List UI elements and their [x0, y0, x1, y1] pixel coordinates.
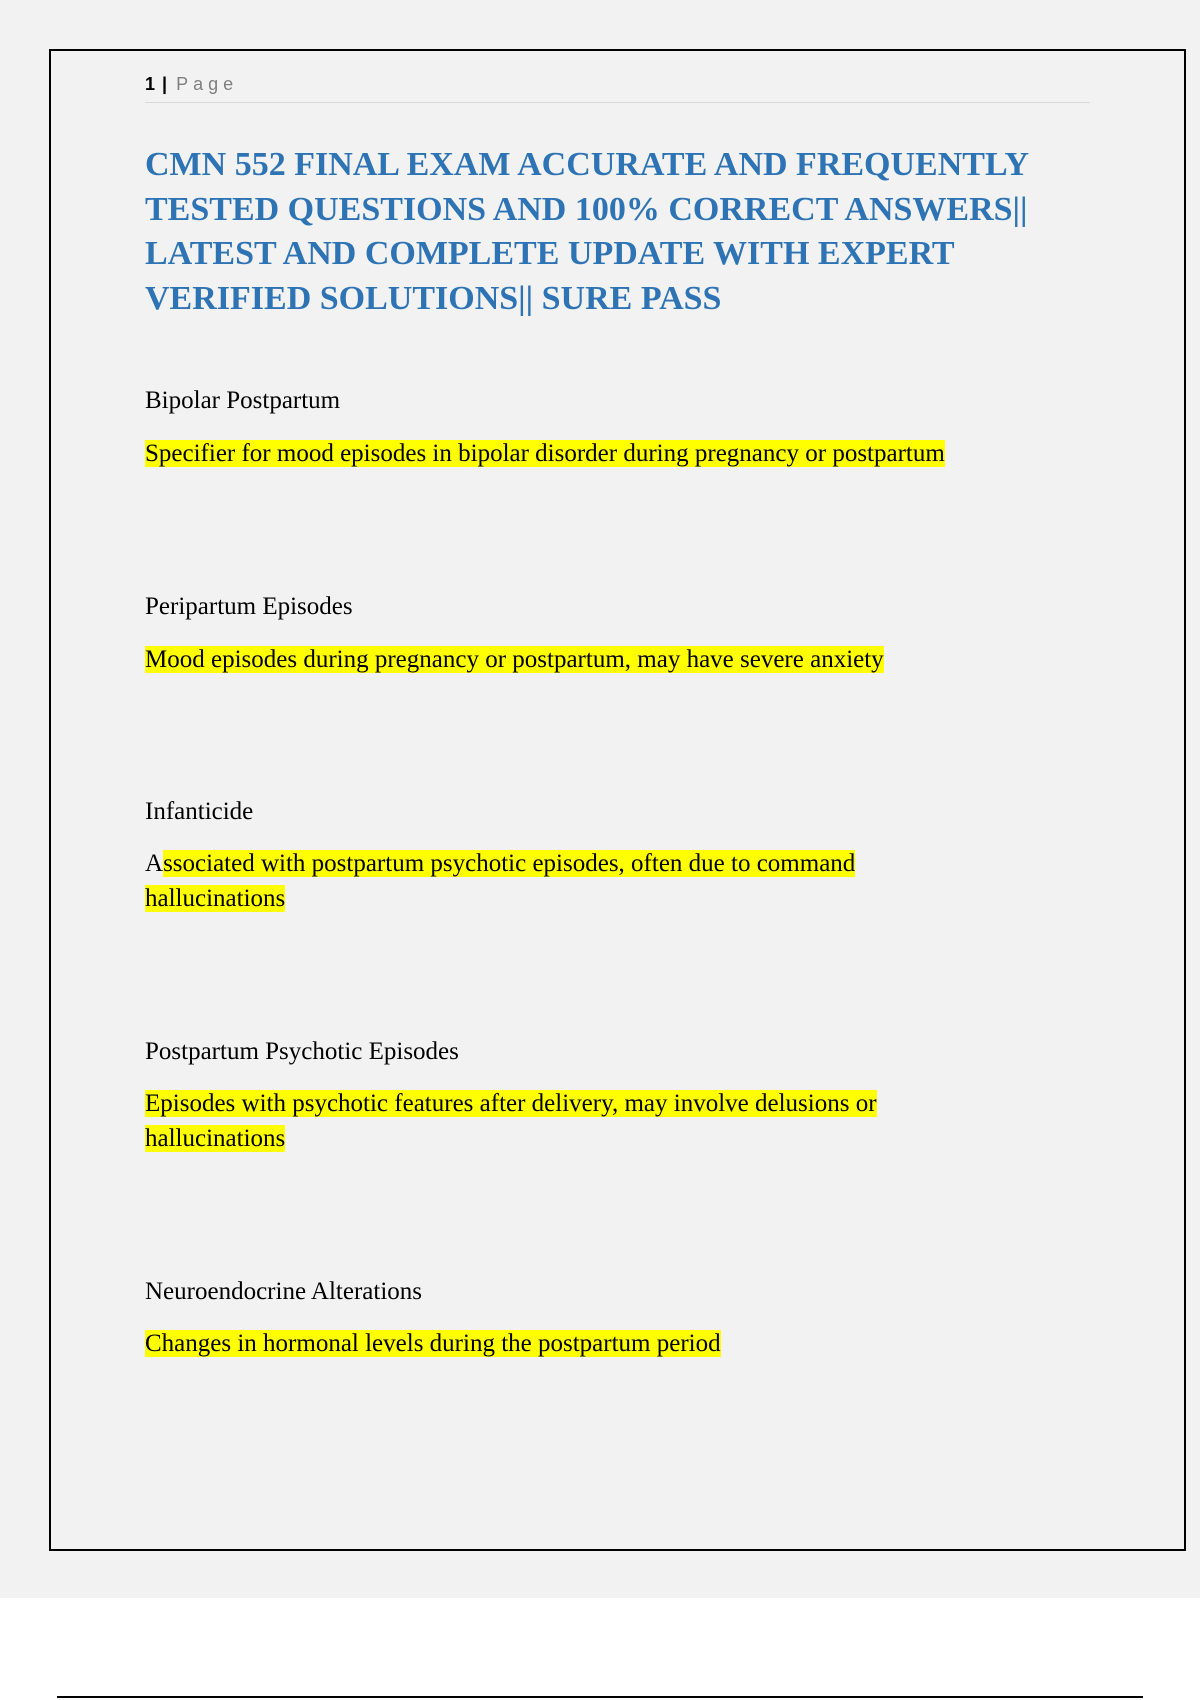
definition-plain-text: A: [145, 850, 164, 877]
page-number: 1: [145, 74, 156, 94]
next-page-border-edge: [57, 1696, 1143, 1698]
highlighted-definition: Specifier for mood episodes in bipolar disorder during pregnancy or postpartum: [145, 440, 945, 467]
highlighted-definition: Episodes with psychotic features after delivery, may involve delusions or hallucinations: [145, 1090, 877, 1152]
term-infanticide: Infanticide: [145, 798, 254, 825]
page-label: Page: [176, 74, 239, 94]
definition-peripartum-episodes: [145, 642, 884, 677]
highlighted-definition: Changes in hormonal levels during the postpartum period: [145, 1330, 721, 1357]
header-separator: |: [162, 74, 168, 94]
term-peripartum-episodes: Peripartum Episodes: [145, 593, 353, 620]
definition-postpartum-psychotic-episodes: [145, 1086, 985, 1156]
page-header: [145, 72, 1090, 103]
definition-neuroendocrine-alterations: [145, 1326, 721, 1361]
document-title: CMN 552 FINAL EXAM ACCURATE AND FREQUENTLY TESTED QUESTIONS AND 100% CORRECT ANSWERS|| LATEST AND COMPLETE UPDATE WITH EXPERT VERIFIED SOLUTIONS|| SURE PASS: [145, 146, 1028, 317]
highlighted-definition: Mood episodes during pregnancy or postpartum, may have severe anxiety: [145, 646, 884, 673]
term-postpartum-psychotic-episodes: Postpartum Psychotic Episodes: [145, 1038, 459, 1065]
term-neuroendocrine-alterations: Neuroendocrine Alterations: [145, 1278, 422, 1305]
term-bipolar-postpartum: Bipolar Postpartum: [145, 387, 341, 414]
definition-bipolar-postpartum: [145, 436, 945, 471]
definition-infanticide: [145, 846, 960, 916]
highlighted-definition: ssociated with postpartum psychotic episodes, often due to command hallucinations: [145, 850, 856, 912]
